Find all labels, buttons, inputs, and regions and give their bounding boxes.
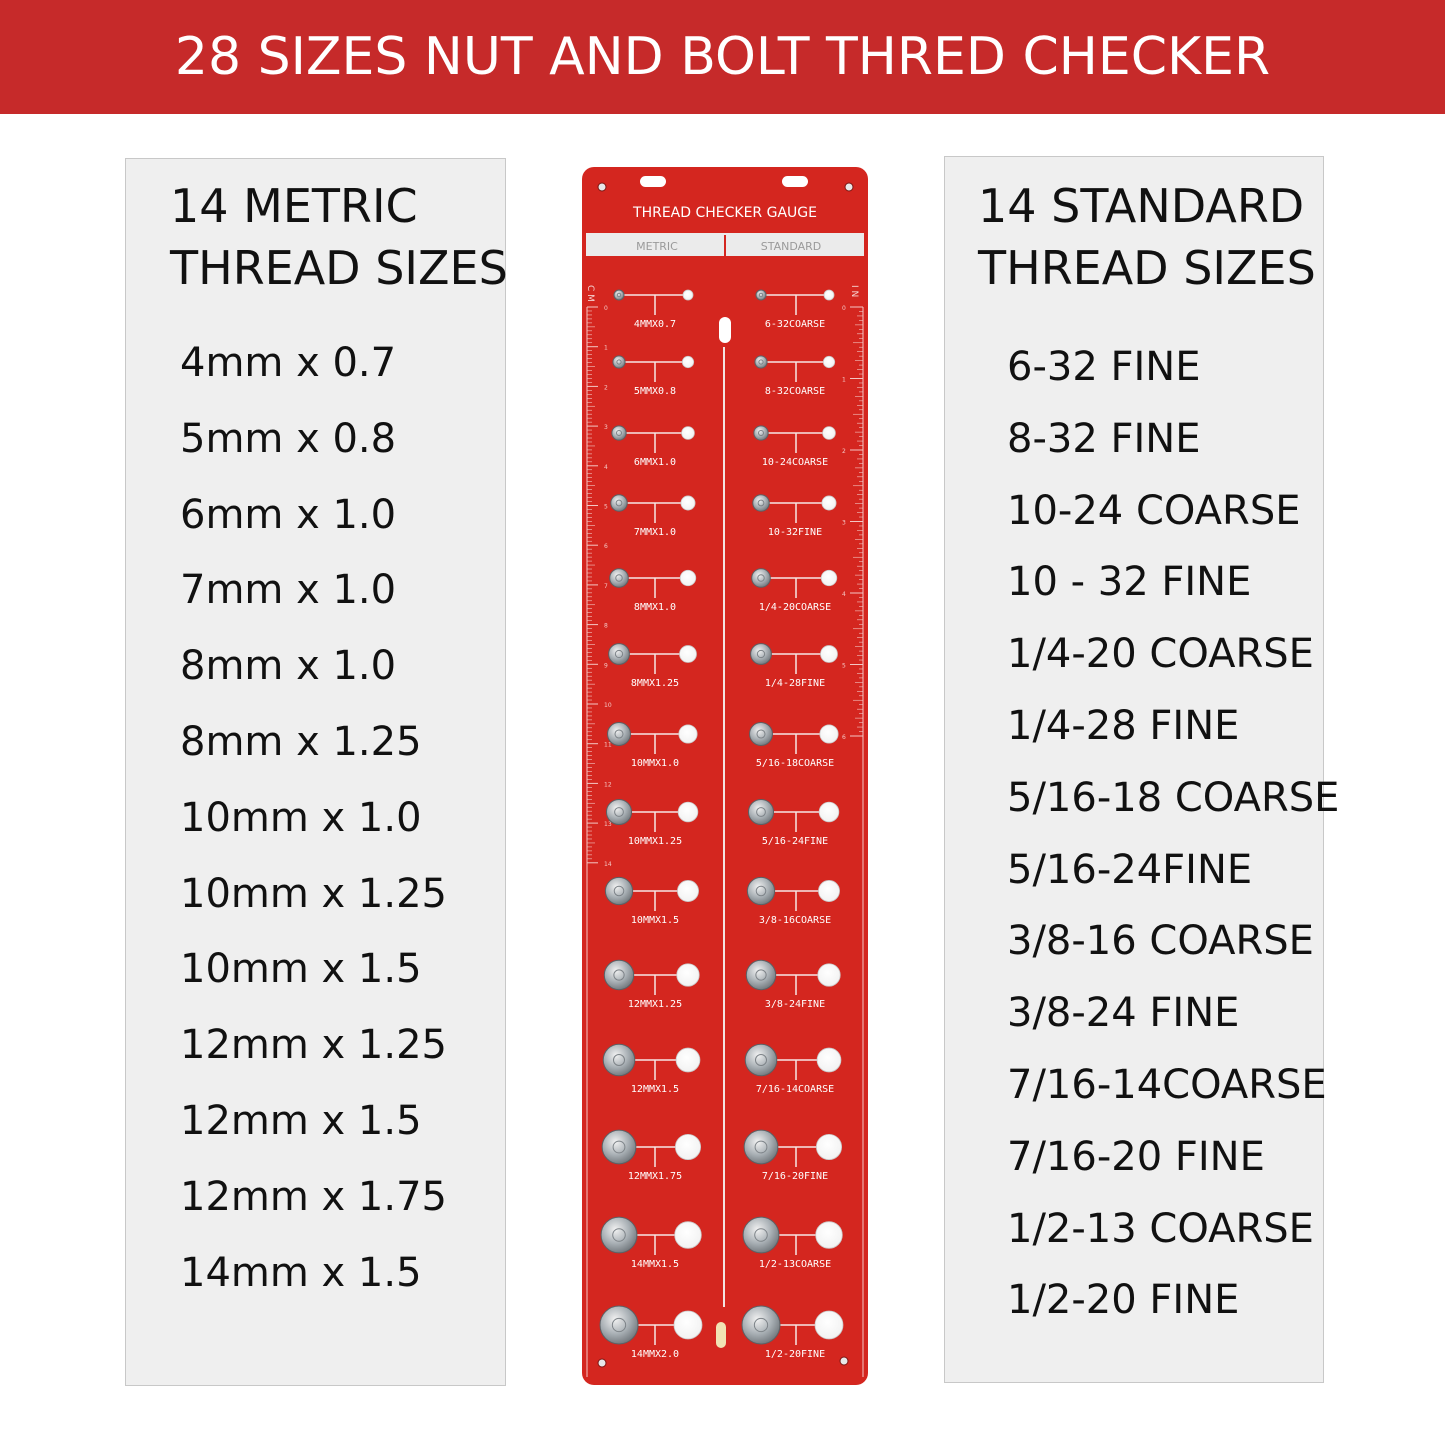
metric-size-item: 8mm x 1.0 bbox=[180, 643, 397, 690]
corner-screw-tl bbox=[598, 183, 606, 191]
metric-station-label: 10MMX1.5 bbox=[630, 915, 680, 926]
metric-bolt bbox=[601, 1217, 637, 1253]
standard-nut-hole bbox=[823, 427, 836, 440]
standard-station-label: 8-32COARSE bbox=[764, 386, 826, 397]
metric-nut-hole bbox=[675, 1134, 700, 1159]
metric-bolt bbox=[606, 799, 631, 824]
standard-bolt bbox=[742, 1306, 780, 1344]
metric-bolt bbox=[612, 426, 626, 440]
metric-heading-line1: 14 METRIC bbox=[170, 179, 418, 233]
hang-slot-right bbox=[782, 176, 808, 187]
standard-bolt bbox=[751, 644, 772, 665]
thread-checker-gauge bbox=[582, 167, 868, 1385]
metric-station-label: 4MMX0.7 bbox=[633, 319, 677, 330]
metric-size-item: 4mm x 0.7 bbox=[180, 340, 397, 386]
metric-station-label: 8MMX1.0 bbox=[633, 602, 677, 613]
standard-size-item: 10-24 COARSE bbox=[1007, 487, 1301, 534]
standard-size-item: 7/16-14COARSE bbox=[1007, 1062, 1327, 1108]
standard-station-label: 7/16-20FINE bbox=[761, 1171, 829, 1182]
standard-nut-hole bbox=[820, 725, 838, 743]
metric-nut-hole bbox=[682, 427, 695, 440]
standard-size-item: 3/8-24 FINE bbox=[1007, 990, 1240, 1037]
gauge-standard-tab: STANDARD bbox=[760, 240, 822, 253]
standard-heading-line1: 14 STANDARD bbox=[978, 179, 1305, 233]
metric-bolt bbox=[603, 1044, 635, 1076]
hang-slot-left bbox=[640, 176, 666, 187]
metric-size-item: 6mm x 1.0 bbox=[180, 491, 397, 538]
metric-bolt bbox=[613, 356, 625, 368]
metric-station-label: 12MMX1.5 bbox=[630, 1084, 680, 1095]
metric-size-item: 12mm x 1.25 bbox=[180, 1022, 447, 1069]
standard-size-item: 5/16-18 COARSE bbox=[1007, 774, 1340, 821]
metric-bolt bbox=[602, 1130, 636, 1164]
in-tick-label: 4 bbox=[842, 591, 846, 598]
metric-nut-hole bbox=[677, 964, 699, 986]
standard-station-label: 1/2-20FINE bbox=[764, 1349, 826, 1360]
standard-nut-hole bbox=[815, 1311, 843, 1339]
metric-size-item: 14mm x 1.5 bbox=[180, 1249, 422, 1296]
metric-station-label: 6MMX1.0 bbox=[633, 457, 677, 468]
metric-station-label: 8MMX1.25 bbox=[630, 678, 680, 689]
metric-sizes-panel bbox=[125, 158, 506, 1386]
standard-bolt bbox=[746, 960, 775, 989]
metric-nut-hole bbox=[674, 1311, 702, 1339]
metric-nut-hole bbox=[679, 725, 697, 743]
metric-station-label: 10MMX1.25 bbox=[627, 836, 683, 847]
in-tick-label: 5 bbox=[842, 662, 846, 670]
in-tick-label: 2 bbox=[842, 448, 846, 455]
metric-size-item: 10mm x 1.25 bbox=[180, 870, 447, 917]
metric-heading-line2: THREAD SIZES bbox=[170, 241, 508, 295]
standard-station-label: 5/16-18COARSE bbox=[755, 758, 835, 769]
metric-nut-hole bbox=[678, 802, 698, 822]
in-tick-label: 3 bbox=[842, 519, 846, 527]
cm-tick-label: 11 bbox=[604, 741, 612, 749]
cm-tick-label: 6 bbox=[604, 543, 608, 551]
metric-size-item: 7mm x 1.0 bbox=[180, 567, 397, 614]
metric-bolt bbox=[604, 960, 633, 989]
standard-size-item: 8-32 FINE bbox=[1007, 415, 1201, 462]
corner-screw-tr bbox=[845, 183, 853, 191]
standard-nut-hole bbox=[824, 290, 834, 300]
metric-bolt bbox=[611, 495, 627, 511]
metric-nut-hole bbox=[681, 496, 695, 510]
standard-size-item: 1/4-20 COARSE bbox=[1007, 631, 1314, 678]
standard-size-item: 1/2-13 COARSE bbox=[1007, 1205, 1314, 1252]
cm-tick-label: 7 bbox=[604, 582, 608, 590]
cm-tick-label: 2 bbox=[604, 384, 608, 392]
metric-panel-heading bbox=[170, 175, 508, 299]
metric-bolt bbox=[600, 1306, 638, 1344]
cm-tick-label: 9 bbox=[604, 662, 608, 670]
standard-station-label: 1/4-28FINE bbox=[764, 678, 826, 689]
standard-size-item: 7/16-20 FINE bbox=[1007, 1133, 1265, 1180]
cm-tick-label: 10 bbox=[604, 702, 612, 709]
standard-size-item: 1/4-28 FINE bbox=[1007, 703, 1240, 749]
standard-station-label: 6-32COARSE bbox=[764, 319, 826, 330]
gauge-center-slot bbox=[719, 317, 731, 343]
metric-size-item: 12mm x 1.75 bbox=[180, 1173, 447, 1220]
standard-nut-hole bbox=[823, 356, 834, 367]
standard-nut-hole bbox=[819, 802, 839, 822]
metric-size-item: 5mm x 0.8 bbox=[180, 415, 397, 462]
metric-size-item: 8mm x 1.25 bbox=[180, 719, 422, 765]
standard-size-item: 6-32 FINE bbox=[1007, 344, 1201, 390]
standard-station-label: 3/8-16COARSE bbox=[758, 915, 832, 926]
standard-nut-hole bbox=[818, 964, 840, 986]
metric-size-item: 10mm x 1.5 bbox=[180, 946, 422, 993]
standard-station-label: 10-24COARSE bbox=[761, 457, 829, 468]
metric-nut-hole bbox=[683, 290, 693, 300]
standard-bolt bbox=[744, 1130, 778, 1164]
cm-tick-label: 14 bbox=[604, 860, 612, 868]
metric-bolt bbox=[609, 644, 630, 665]
standard-station-label: 1/4-20COARSE bbox=[758, 602, 832, 613]
in-tick-label: 6 bbox=[842, 734, 846, 741]
standard-station-label: 5/16-24FINE bbox=[761, 836, 829, 847]
standard-size-item: 1/2-20 FINE bbox=[1007, 1277, 1240, 1324]
metric-size-item: 12mm x 1.5 bbox=[180, 1098, 422, 1144]
cm-tick-label: 4 bbox=[604, 463, 608, 471]
gauge-metric-tab: METRIC bbox=[636, 240, 678, 253]
metric-station-label: 14MMX1.5 bbox=[630, 1259, 680, 1270]
metric-station-label: 5MMX0.8 bbox=[633, 386, 677, 397]
metric-nut-hole bbox=[677, 880, 698, 901]
standard-bolt bbox=[754, 426, 768, 440]
standard-bolt bbox=[747, 877, 774, 904]
metric-nut-hole bbox=[675, 1222, 702, 1249]
standard-bolt bbox=[753, 495, 769, 511]
metric-bolt bbox=[605, 877, 632, 904]
standard-bolt bbox=[745, 1044, 777, 1076]
standard-panel-heading bbox=[978, 175, 1316, 299]
metric-station-label: 12MMX1.75 bbox=[627, 1171, 683, 1182]
standard-bolt bbox=[752, 569, 771, 588]
metric-nut-hole bbox=[680, 570, 696, 586]
standard-size-item: 5/16-24FINE bbox=[1007, 846, 1253, 893]
metric-nut-hole bbox=[676, 1048, 700, 1072]
standard-station-label: 3/8-24FINE bbox=[764, 999, 826, 1010]
standard-station-label: 7/16-14COARSE bbox=[755, 1084, 835, 1095]
standard-bolt bbox=[755, 356, 767, 368]
standard-size-item: 3/8-16 COARSE bbox=[1007, 918, 1314, 965]
in-tick-label: 1 bbox=[842, 376, 846, 384]
metric-station-label: 7MMX1.0 bbox=[633, 527, 677, 538]
standard-bolt bbox=[756, 290, 766, 300]
metric-nut-hole bbox=[682, 356, 693, 367]
standard-heading-line2: THREAD SIZES bbox=[978, 241, 1316, 295]
metric-station-label: 14MMX2.0 bbox=[630, 1349, 680, 1360]
standard-nut-hole bbox=[818, 880, 839, 901]
cm-tick-label: 12 bbox=[604, 781, 612, 789]
metric-bolt bbox=[608, 723, 631, 746]
standard-station-label: 10-32FINE bbox=[767, 527, 823, 538]
metric-station-label: 12MMX1.25 bbox=[627, 999, 683, 1010]
standard-size-item: 10 - 32 FINE bbox=[1007, 559, 1252, 606]
standard-nut-hole bbox=[821, 570, 837, 586]
standard-nut-hole bbox=[821, 646, 838, 663]
metric-station-label: 10MMX1.0 bbox=[630, 758, 680, 769]
standard-nut-hole bbox=[816, 1222, 843, 1249]
metric-bolt bbox=[614, 290, 624, 300]
standard-nut-hole bbox=[816, 1134, 841, 1159]
cm-tick-label: 3 bbox=[604, 424, 608, 432]
gauge-cm-label: C M bbox=[585, 285, 595, 302]
cm-tick-label: 0 bbox=[604, 305, 608, 312]
gauge-in-label: I N bbox=[849, 285, 859, 298]
in-tick-label: 0 bbox=[842, 305, 846, 312]
title-banner bbox=[0, 0, 1445, 114]
standard-nut-hole bbox=[822, 496, 836, 510]
standard-bolt bbox=[743, 1217, 779, 1253]
metric-size-item: 10mm x 1.0 bbox=[180, 794, 422, 841]
gauge-title: THREAD CHECKER GAUGE bbox=[633, 205, 817, 221]
cm-tick-label: 1 bbox=[604, 344, 608, 352]
standard-sizes-panel bbox=[944, 156, 1340, 1383]
standard-bolt bbox=[750, 723, 773, 746]
corner-screw-br bbox=[840, 1357, 848, 1365]
banner-title: 28 SIZES NUT AND BOLT THRED CHECKER bbox=[174, 27, 1271, 87]
cm-tick-label: 8 bbox=[604, 622, 608, 630]
gauge-bottom-slot bbox=[716, 1322, 726, 1348]
metric-bolt bbox=[610, 569, 629, 588]
standard-bolt bbox=[748, 799, 773, 824]
corner-screw-bl bbox=[598, 1359, 606, 1367]
standard-station-label: 1/2-13COARSE bbox=[758, 1259, 832, 1270]
standard-nut-hole bbox=[817, 1048, 841, 1072]
cm-tick-label: 13 bbox=[604, 821, 612, 829]
cm-tick-label: 5 bbox=[604, 503, 608, 511]
metric-nut-hole bbox=[680, 646, 697, 663]
